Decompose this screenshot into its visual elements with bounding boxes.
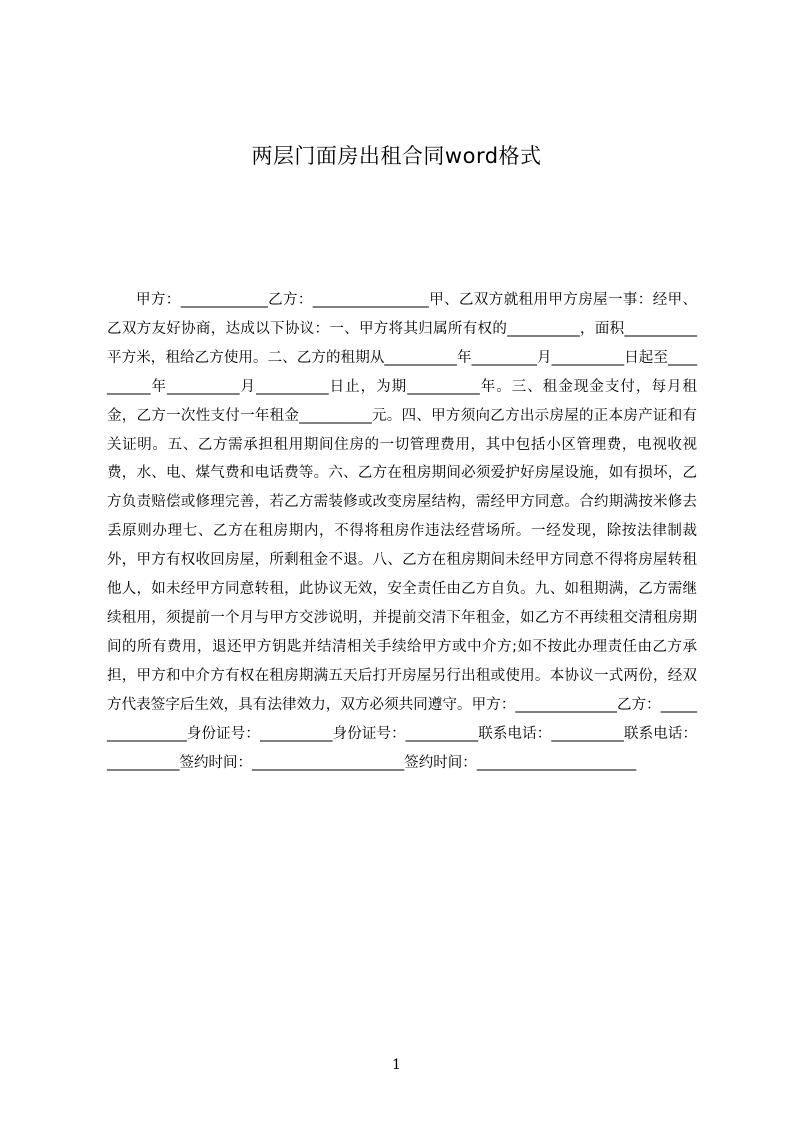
contract-body-paragraph: 甲方：____________乙方：________________甲、乙双方就租用甲方房屋一事：经甲、乙双方友好协商，达成以下协议：一、甲方将其归属所有权的__________，面积__________平方米，租给乙方使用。二、乙方的租期从__________年_________月__________日起至__________年__________月__________日止，为期__________年。三、租金现金支付，每月租金，乙方一次性支付一年租金__________元。四、甲方须向乙方出示房屋的正本房产证和有关证明。五、乙方需承担租用期间住房的一切管理费用，其中包括小区管理费，电视收视费，水、电、煤气费和电话费等。六、乙方在租房期间必须爱护好房屋设施，如有损坏，乙方负责赔偿或修理完善，若乙方需装修或改变房屋结构，需经甲方同意。合约期满按米修去丢原则办理七、乙方在租房期内，不得将租房作违法经营场所。一经发现，除按法律制裁外，甲方有权收回房屋，所剩租金不退。八、乙方在租房期间未经甲方同意不得将房屋转租他人，如未经甲方同意转租，此协议无效，安全责任由乙方自负。九、如租期满，乙方需继续租用，须提前一个月与甲方交涉说明，并提前交清下年租金，如乙方不再续租交清租房期间的所有费用，退还甲方钥匙并结清相关手续给甲方或中介方;如不按此办理责任由乙方承担，甲方和中介方有权在租房期满五天后打开房屋另行出租或使用。本协议一式两份，经双方代表签字后生效，具有法律效力，双方必须共同遵守。甲方：______________乙方：________________身份证号：__________身份证号：__________联系电话：__________联系电话：__________签约时间：_____________________签约时间：______________________	[107, 292, 697, 771]
document-title: 两层门面房出租合同word格式	[251, 144, 542, 168]
page-number: 1	[392, 1057, 401, 1073]
